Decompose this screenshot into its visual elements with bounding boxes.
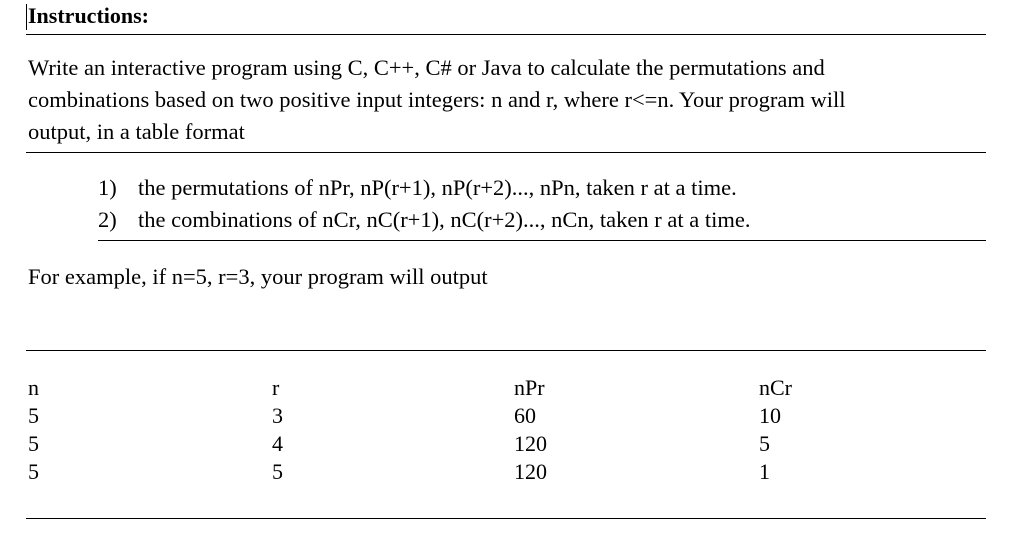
paragraph-line: combinations based on two positive input integers: n and r, where r<=n. Your program will <box>28 87 846 112</box>
cell-n: 5 <box>28 403 39 428</box>
header-npr: nPr <box>514 375 545 400</box>
cell-ncr: 1 <box>759 459 770 484</box>
header-ncr: nCr <box>759 375 792 400</box>
instructions-heading: Instructions: <box>28 3 150 28</box>
cell-n: 5 <box>28 431 39 456</box>
cell-r: 5 <box>272 459 283 484</box>
table-bottom-rule <box>26 518 986 519</box>
list-number: 2) <box>98 207 117 232</box>
cell-ncr: 10 <box>759 403 781 428</box>
cell-n: 5 <box>28 459 39 484</box>
list-number: 1) <box>98 175 117 200</box>
cell-r: 4 <box>272 431 283 456</box>
paragraph-line: Write an interactive program using C, C++, C# or Java to calculate the permutations and <box>28 55 825 80</box>
paragraph-rule <box>26 152 986 153</box>
table-top-rule <box>26 350 986 351</box>
heading-rule <box>26 34 986 35</box>
list-rule <box>98 240 986 241</box>
cell-r: 3 <box>272 403 283 428</box>
header-n: n <box>28 375 39 400</box>
cell-ncr: 5 <box>759 431 770 456</box>
list-text: the combinations of nCr, nC(r+1), nC(r+2)..., nCn, taken r at a time. <box>138 207 751 232</box>
paragraph-line: output, in a table format <box>28 119 245 144</box>
cell-npr: 120 <box>514 431 547 456</box>
text-cursor <box>26 4 27 30</box>
list-item <box>98 172 750 204</box>
requirements-list <box>98 172 750 236</box>
cell-npr: 120 <box>514 459 547 484</box>
instructions-paragraph <box>28 52 988 148</box>
list-text: the permutations of nPr, nP(r+1), nP(r+2)..., nPn, taken r at a time. <box>138 175 737 200</box>
cell-npr: 60 <box>514 403 536 428</box>
header-r: r <box>272 375 280 400</box>
list-item <box>98 204 750 236</box>
example-text: For example, if n=5, r=3, your program will output <box>28 264 488 289</box>
